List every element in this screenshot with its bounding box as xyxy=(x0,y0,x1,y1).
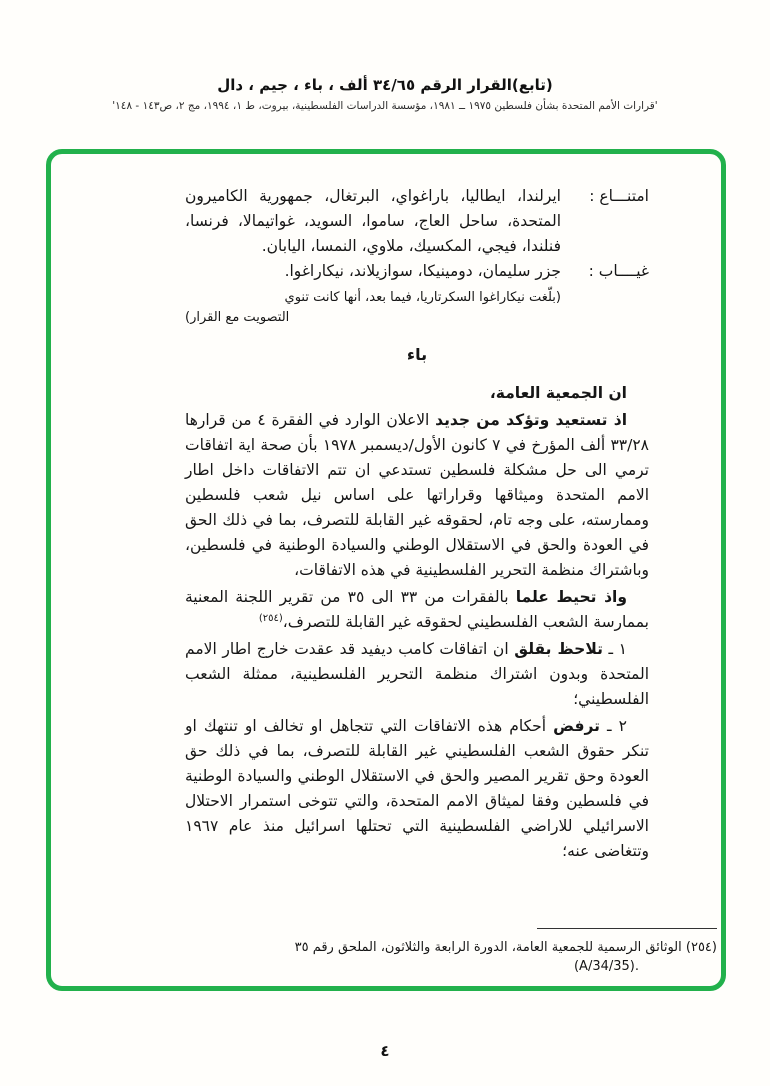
footnote-line2 xyxy=(195,957,639,976)
footnote-document-symbol: (A/34/35). xyxy=(573,959,639,974)
preamble-1-text: الاعلان الوارد في الفقرة ٤ من قرارها ٣٣/٢٨ ألف المؤرخ في ٧ كانون الأول/ديسمبر ١٩٧٨ بأن صحة اية اتفاقات ترمي الى حل مشكلة فلسطين تستدعي ان تتم الاتفاقات داخل اطار الامم المتحدة وميثاقها وقراراتها على اساس نيل شعب فلسطين وممارسته، على وجه تام، لحقوقه غير القابلة للتصرف، بما في ذلك الحق في العودة والحق في الاستقلال الوطني والسيادة الوطنية في فلسطين، وباشتراك منظمة التحرير الفلسطينية في هذه الاتفاقات، xyxy=(185,411,649,579)
footnote-reference: (٢٥٤) xyxy=(258,612,283,624)
document-body xyxy=(185,184,649,864)
absence-row xyxy=(185,259,649,284)
preamble-paragraph-1 xyxy=(185,408,649,583)
secretariat-note-line2: التصويت مع القرار) xyxy=(185,310,290,325)
footnote-line1: (٢٥٤) الوثائق الرسمية للجمعية العامة، الدورة الرابعة والثلاثون، الملحق رقم ٣٥ xyxy=(294,940,717,955)
header-source: 'قرارات الأمم المتحدة بشأن فلسطين ١٩٧٥ ــ ١٩٨١، مؤسسة الدراسات الفلسطينية، بيروت، ط ١، ١٩٩٤، مج ٢، ص١٤٣ - ١٤٨' xyxy=(112,100,658,112)
item-1-lead: تلاحظ بقلق xyxy=(514,640,603,658)
secretariat-note-line1: (بلّغت نيكاراغوا السكرتاريا، فيما بعد، أنها كانت تنوي xyxy=(284,290,561,305)
item-1-number: ١ ـ xyxy=(602,640,627,658)
footnote xyxy=(195,928,717,976)
preamble-1-lead: اذ تستعيد وتؤكد من جديد xyxy=(435,411,628,429)
preamble-2-lead: واذ تحيط علما xyxy=(515,588,627,606)
preamble-paragraph-2 xyxy=(185,585,649,635)
page-number: ٤ xyxy=(380,1042,390,1060)
abstention-row xyxy=(185,184,649,259)
section-heading: باء xyxy=(406,345,428,364)
item-2-number: ٢ ـ xyxy=(599,717,627,735)
header-title: (تابع)القرار الرقم ٣٤/٦٥ ألف ، باء ، جيم ، دال xyxy=(217,76,553,94)
operative-item-2 xyxy=(185,714,649,864)
operative-item-1 xyxy=(185,637,649,712)
item-1-text: ان اتفاقات كامب ديفيد قد عقدت خارج اطار الامم المتحدة وبدون اشتراك منظمة التحرير الفلسطينية، ممثلة الشعب الفلسطيني؛ xyxy=(185,640,649,708)
preamble-2-text: بالفقرات من ٣٣ الى ٣٥ من تقرير اللجنة المعنية بممارسة الشعب الفلسطيني لحقوقه غير القابلة للتصرف، xyxy=(185,588,649,631)
item-2-lead: ترفض xyxy=(553,717,600,735)
item-2-text: أحكام هذه الاتفاقات التي تتجاهل او تخالف او تنتهك او تنكر حقوق الشعب الفلسطيني غير القابلة للتصرف، بما في ذلك حق العودة وحق تقرير المصير والحق في الاستقلال الوطني والسيادة الوطنية في فلسطين وفقا لميثاق الامم المتحدة، والتي تتوخى استمرار الاحتلال الاسرائيلي للاراضي الفلسطينية التي تحتلها اسرائيل منذ عام ١٩٦٧ وتتغاضى عنه؛ xyxy=(185,717,649,860)
absence-label: غيــــاب : xyxy=(588,262,649,280)
absence-list: جزر سليمان، دومينيكا، سوازيلاند، نيكاراغوا. xyxy=(284,262,561,280)
green-frame xyxy=(46,149,726,991)
footnote-divider xyxy=(537,928,717,929)
abstention-list: ايرلندا، ايطاليا، باراغواي، البرتغال، جمهورية الكاميرون المتحدة، ساحل العاج، ساموا، السويد، غواتيمالا، فرنسا، فنلندا، فيجي، المكسيك، ملاوي، النمسا، اليابان. xyxy=(185,187,561,255)
abstention-label: امتنـــاع : xyxy=(589,187,649,205)
secretariat-note xyxy=(185,288,649,328)
preamble-intro: ان الجمعية العامة، xyxy=(489,384,627,402)
